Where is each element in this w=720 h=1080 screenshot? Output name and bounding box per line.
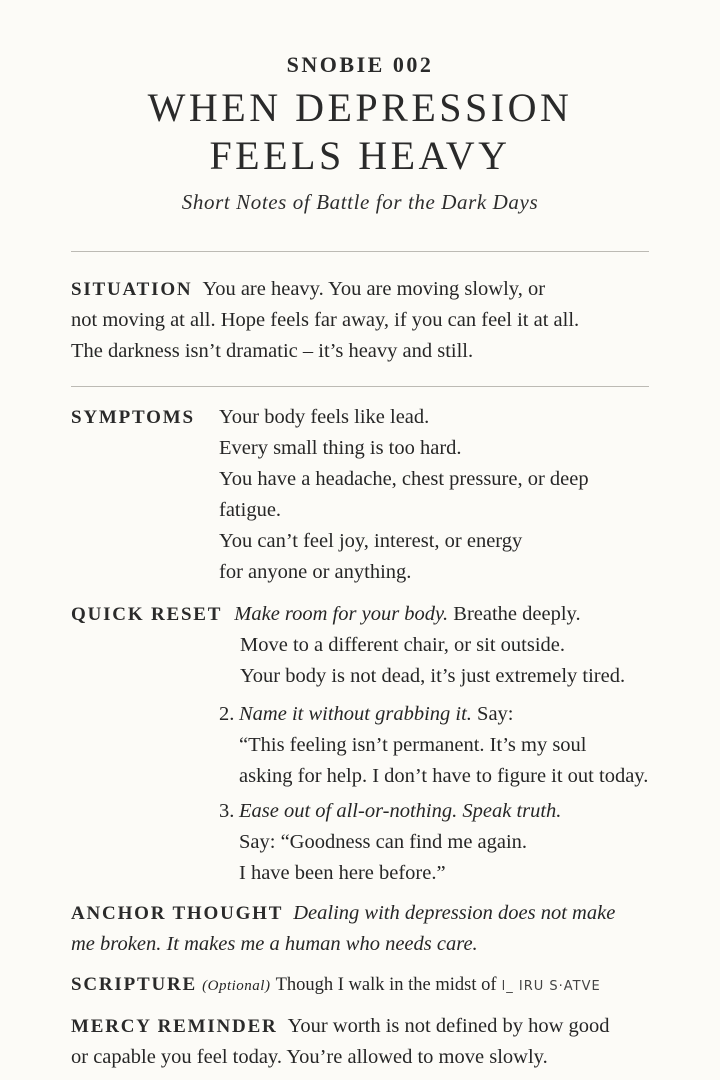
step3-title: Ease out of all-or-nothing. Speak truth. [239, 800, 562, 822]
card-header [0, 50, 720, 215]
scripture-section [71, 969, 601, 1002]
step1-title: Make room for your body. [234, 603, 449, 625]
title-line-2: FEELS HEAVY [209, 133, 511, 178]
symptoms-label: SYMPTOMS [71, 407, 195, 428]
anchor-thought-section [71, 898, 615, 960]
scripture-text: Though I walk in the midst of [275, 975, 497, 995]
symptoms-list [219, 402, 589, 588]
mercy-reminder-label: MERCY REMINDER [71, 1016, 278, 1037]
step3 [219, 796, 561, 889]
anchor-thought-label: ANCHOR THOUGHT [71, 903, 284, 924]
divider-middle [71, 386, 649, 387]
mercy-reminder-text-2: or capable you feel today. You’re allowed to move slowly. [71, 1046, 548, 1068]
step3-line-3: I have been here before.” [239, 862, 446, 884]
optional-tag: (Optional) [202, 978, 271, 994]
step2 [219, 699, 648, 792]
symptom-item: for anyone or anything. [219, 561, 412, 583]
step2-line-3: asking for help. I don’t have to figure it out today. [239, 765, 649, 787]
mercy-reminder-section [71, 1011, 610, 1073]
symptom-item: You have a headache, chest pressure, or deep [219, 468, 589, 490]
step1-text: Breathe deeply. [453, 603, 581, 625]
quick-reset-section [71, 599, 581, 630]
situation-text-3: The darkness isn’t dramatic – it’s heavy and still. [71, 340, 474, 362]
step2-number: 2. [219, 703, 235, 725]
subtitle: Short Notes of Battle for the Dark Days [181, 190, 539, 214]
symptom-item: Every small thing is too hard. [219, 437, 462, 459]
anchor-thought-text-1: Dealing with depression does not make [293, 902, 616, 924]
mercy-reminder-text-1: Your worth is not defined by how good [287, 1015, 610, 1037]
step2-title: Name it without grabbing it. [239, 703, 472, 725]
step1-line-2: Move to a different chair, or sit outside. [240, 634, 566, 656]
symptom-item: Your body feels like lead. [219, 406, 430, 428]
situation-text-1: You are heavy. You are moving slowly, or [202, 278, 546, 300]
situation-section [71, 274, 579, 367]
step2-line-2: “This feeling isn’t permanent. It’s my soul [239, 734, 587, 756]
symptom-item: fatigue. [219, 499, 282, 521]
step1-body [240, 630, 625, 692]
quick-reset-label: QUICK RESET [71, 604, 223, 625]
title-line-1: WHEN DEPRESSION [147, 85, 573, 130]
divider-top [71, 251, 649, 252]
situation-label: SITUATION [71, 279, 193, 300]
scripture-garbled-text: l_ IRU S·ATVE [501, 979, 601, 994]
step3-number: 3. [219, 800, 235, 822]
step1-line-3: Your body is not dead, it’s just extremely tired. [240, 665, 626, 687]
anchor-thought-text-2: me broken. It makes me a human who needs care. [71, 933, 478, 955]
situation-text-2: not moving at all. Hope feels far away, if you can feel it at all. [71, 309, 580, 331]
symptom-item: You can’t feel joy, interest, or energy [219, 530, 523, 552]
symptoms-section [71, 402, 195, 433]
step3-line-2: Say: “Goodness can find me again. [239, 831, 528, 853]
step2-text: Say: [477, 703, 514, 725]
page-title [0, 84, 720, 180]
series-number: SNOBIE 002 [286, 52, 434, 77]
scripture-label: SCRIPTURE [71, 974, 197, 995]
